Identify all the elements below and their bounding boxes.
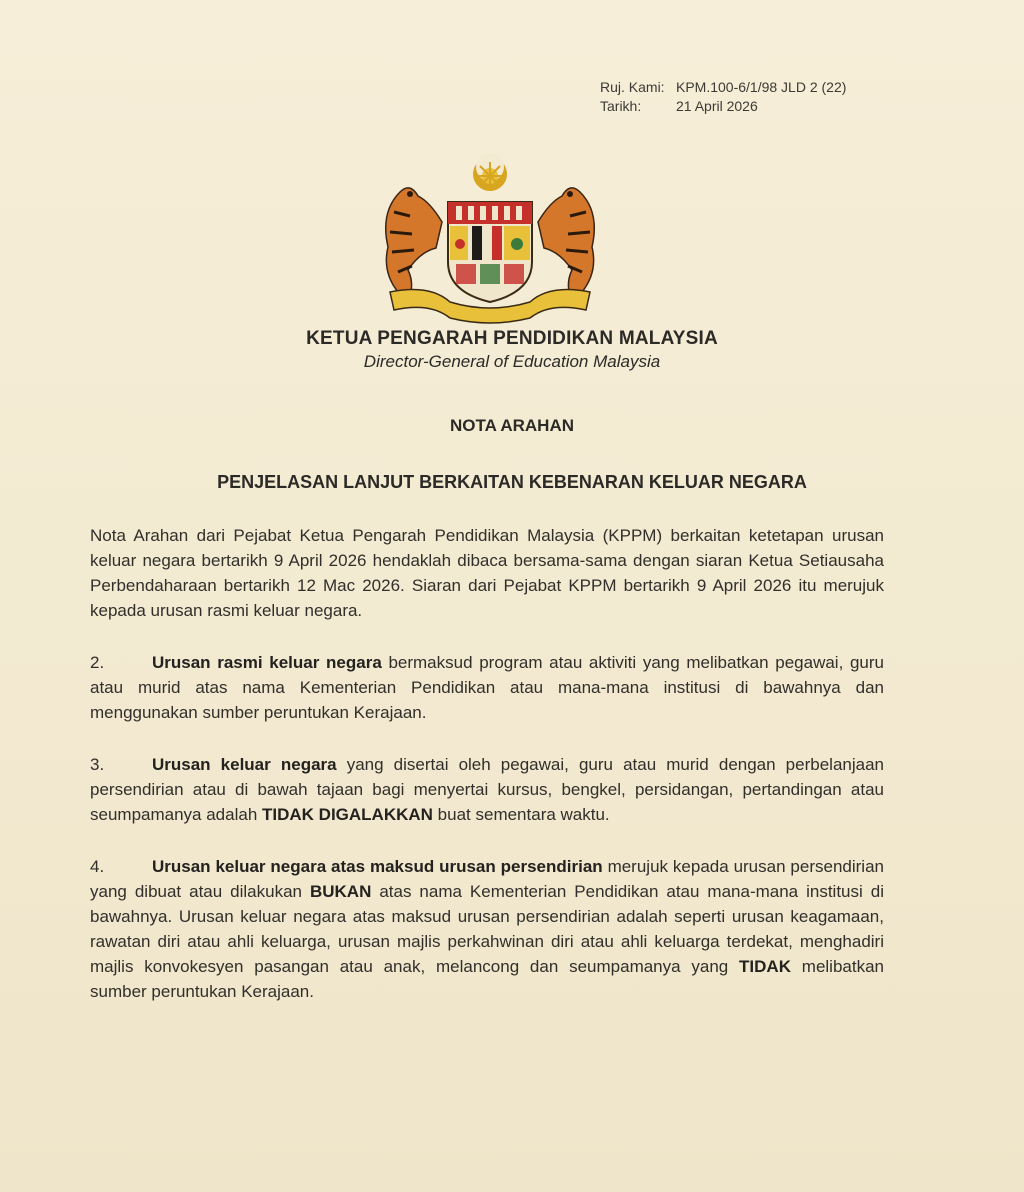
paragraph-number: 3.	[90, 755, 105, 774]
paragraph-2-text: bermaksud program atau aktiviti yang melibatkan pegawai, guru atau murid atas nama Kementerian Pendidikan atau mana-mana institusi di bawahnya dan menggunakan sumber peruntukan Kerajaan.	[90, 653, 884, 722]
paragraph-3-bold: Urusan keluar negara	[152, 755, 337, 774]
office-title: KETUA PENGARAH PENDIDIKAN MALAYSIA	[306, 328, 718, 349]
paragraph-2	[90, 650, 884, 725]
date-label: Tarikh:	[600, 98, 642, 114]
paragraph-4-bold: Urusan keluar negara atas maksud urusan persendirian	[152, 857, 603, 876]
shield-icon	[448, 202, 532, 302]
right-tiger-icon	[538, 188, 594, 297]
reference-block	[600, 78, 846, 116]
paragraph-number: 4.	[90, 857, 105, 876]
paragraph-1: Nota Arahan dari Pejabat Ketua Pengarah Pendidikan Malaysia (KPPM) berkaitan ketetapan urusan keluar negara bertarikh 9 April 2026 hendaklah dibaca bersama-sama dengan siaran Ketua Setiausaha Perbendaharaan bertarikh 12 Mac 2026. Siaran dari Pejabat KPPM bertarikh 9 April 2026 itu merujuk kepada urusan rasmi keluar negara.	[90, 526, 884, 620]
reference-number: KPM.100-6/1/98 JLD 2 (22)	[676, 79, 847, 95]
coat-of-arms-icon	[370, 152, 610, 324]
paragraph-3	[90, 752, 884, 827]
office-subtitle: Director-General of Education Malaysia	[363, 352, 661, 371]
paragraph-number: 2.	[90, 653, 105, 672]
paragraph-4-text-b: atas nama Kementerian Pendidikan atau mana-mana institusi di bawahnya. Urusan keluar negara atas maksud urusan persendirian adalah seperti urusan keagamaan, rawatan diri atau ahli keluarga, urusan majlis perkahwinan diri atau ahli keluarga terdekat, menghadiri majlis konvokesyen pasangan atau anak, melancong dan seumpamanya yang	[90, 882, 884, 976]
paragraph-4-text-c: melibatkan sumber peruntukan Kerajaan.	[90, 957, 885, 1001]
paragraph-4-text-a: merujuk kepada urusan persendirian yang dibuat atau dilakukan	[90, 857, 884, 901]
left-tiger-icon	[386, 188, 442, 297]
document-heading: PENJELASAN LANJUT BERKAITAN KEBENARAN KELUAR NEGARA	[217, 472, 807, 492]
paragraph-4-bold-c: TIDAK	[739, 957, 791, 976]
reference-number-row	[600, 78, 846, 97]
date-row	[600, 97, 846, 116]
paragraph-4	[90, 854, 884, 1004]
paragraph-4-bold-b: BUKAN	[309, 882, 372, 901]
paragraph-2-bold: Urusan rasmi keluar negara	[152, 653, 382, 672]
document-body	[90, 523, 884, 1031]
date-value: 21 April 2026	[676, 98, 758, 114]
crescent-star-icon	[473, 153, 507, 191]
paragraph-3-text-b: buat sementara waktu.	[432, 805, 610, 824]
reference-label: Ruj. Kami:	[600, 79, 665, 95]
paragraph-3-text-a: yang disertai oleh pegawai, guru atau murid dengan perbelanjaan persendirian atau di bawah tajaan bagi menyertai kursus, bengkel, persidangan, pertandingan atau seumpamanya adalah	[90, 755, 884, 824]
paragraph-3-bold-b: TIDAK DIGALAKKAN	[262, 805, 433, 824]
document-type: NOTA ARAHAN	[449, 416, 575, 435]
